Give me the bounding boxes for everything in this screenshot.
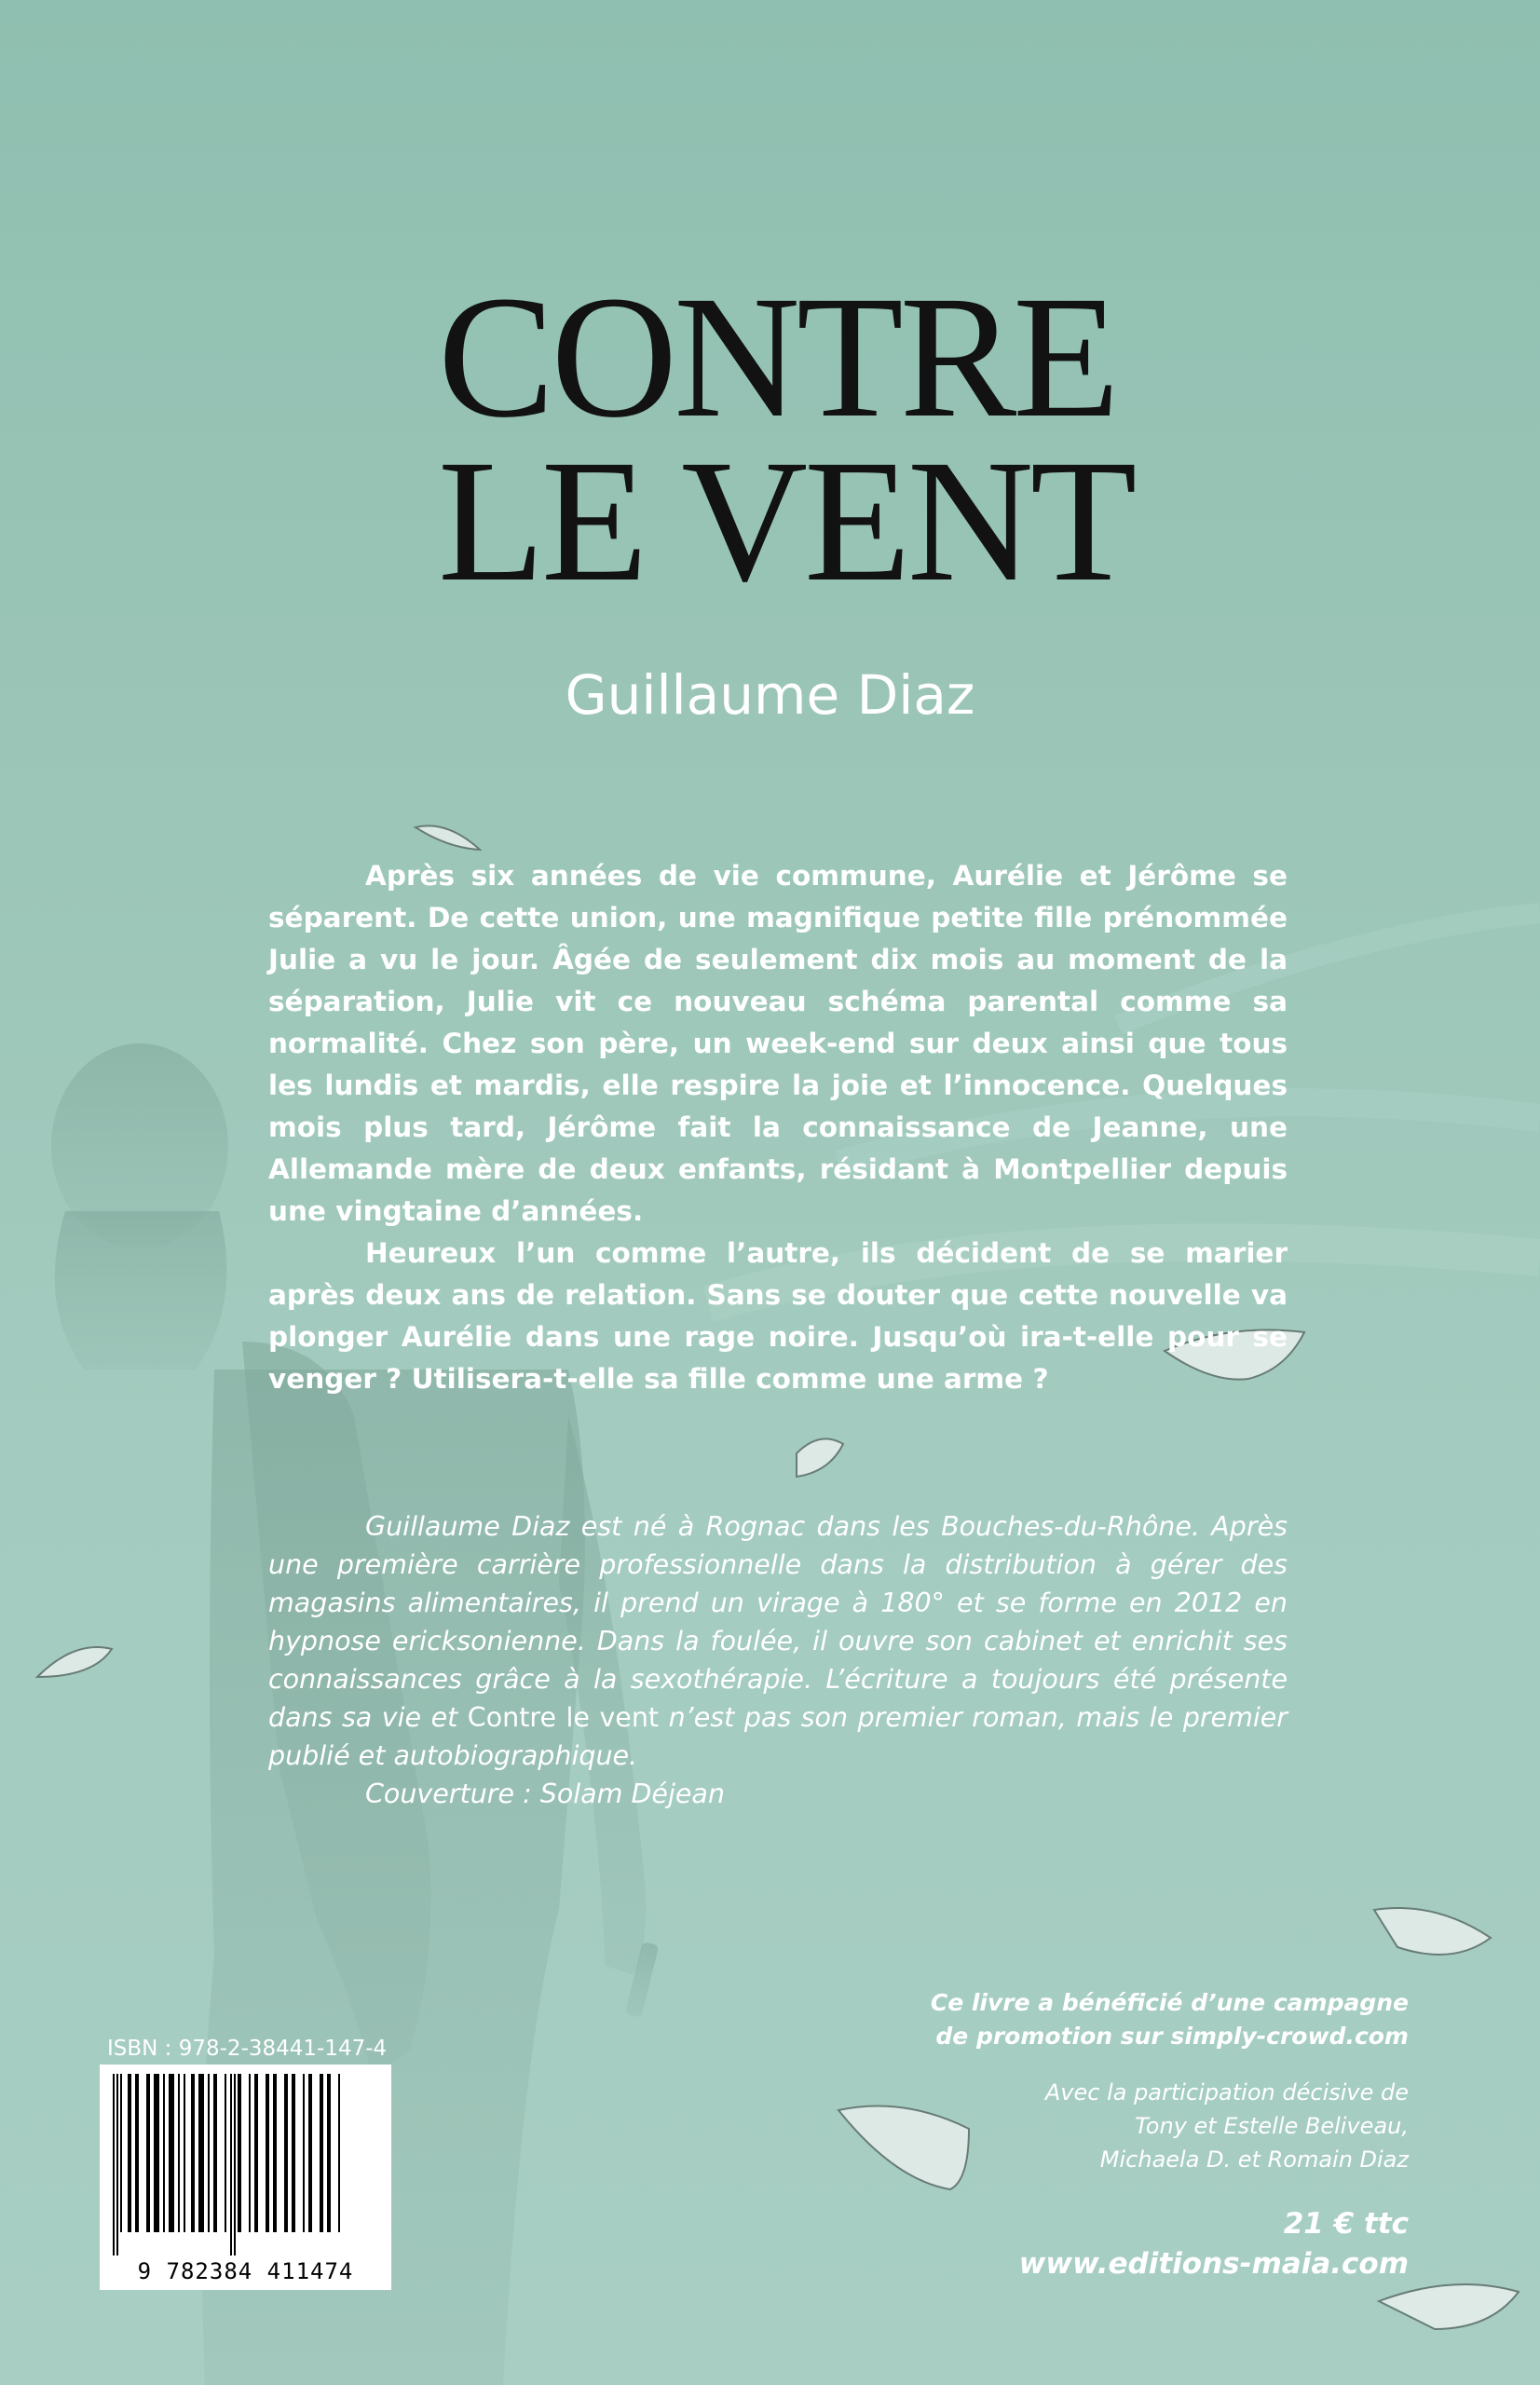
author-bio-paragraph: [268, 1507, 1288, 1775]
barcode-bar: [308, 2074, 312, 2232]
synopsis: [268, 855, 1288, 1400]
barcode-bar: [230, 2074, 232, 2256]
barcode-bar: [303, 2074, 305, 2232]
barcode-bar: [163, 2074, 165, 2232]
barcode-bar: [338, 2074, 340, 2232]
barcode-bar: [198, 2074, 204, 2232]
barcode-bar: [135, 2074, 139, 2232]
acknowledgements-line-1: Avec la participation décisive de: [1044, 2079, 1409, 2106]
title-line-2: LE VENT: [438, 423, 1134, 618]
bio-text-after: n’est pas son premier roman, mais le premier publié et autobiographique.: [268, 1702, 1288, 1771]
barcode-bar: [116, 2074, 118, 2256]
barcode-bars: [109, 2074, 382, 2256]
barcode-bar: [320, 2074, 323, 2232]
barcode-bar: [113, 2074, 115, 2256]
synopsis-paragraph-2: Heureux l’un comme l’autre, ils décident de se marier après deux ans de relation. Sans se douter que cette nouvelle va plonger Aurélie dans une rage noire. Jusqu’où ira-t-elle pour se venger ? Utilisera-t-elle sa fille comme une arme ?: [268, 1237, 1288, 1395]
barcode-digits: 9 782384 411474: [137, 2258, 354, 2284]
barcode-bar: [154, 2074, 159, 2232]
synopsis-paragraph-1: Après six années de vie commune, Aurélie et Jérôme se séparent. De cette union, une magnifique petite fille prénommée Julie a vu le jour. Âgée de seulement dix mois au moment de la séparation, Julie vit ce nouveau schéma parental comme sa normalité. Chez son père, un week-end sur deux ainsi que tous les lundis et mardis, elle respire la joie et l’innocence. Quelques mois plus tard, Jérôme fait la connaissance de Jeanne, une Allemande mère de deux enfants, résidant à Montpellier depuis une vingtaine d’années.: [268, 860, 1288, 1227]
barcode-bar: [208, 2074, 210, 2232]
barcode-bar: [327, 2074, 331, 2232]
barcode-bar: [292, 2074, 295, 2232]
barcode-bar: [120, 2074, 122, 2232]
acknowledgements: [812, 2076, 1409, 2176]
barcode-bar: [249, 2074, 251, 2232]
price: 21 € ttc: [1283, 2207, 1409, 2241]
barcode-bar: [169, 2074, 174, 2232]
barcode-bar: [273, 2074, 277, 2232]
promotion-line-2: de promotion sur simply-crowd.com: [935, 2023, 1409, 2050]
book-title: [438, 259, 1146, 618]
bio-title-reference: Contre le vent: [467, 1702, 660, 1733]
barcode-bar: [128, 2074, 131, 2232]
barcode-bar: [191, 2074, 195, 2232]
acknowledgements-line-3: Michaela D. et Romain Diaz: [1099, 2146, 1409, 2173]
barcode-bar: [146, 2074, 150, 2232]
isbn-label: ISBN : 978-2-38441-147-4: [107, 2037, 388, 2061]
bio-text-before: Guillaume Diaz est né à Rognac dans les Bouches-du-Rhône. Après une première carrière professionnelle dans la distribution à gérer des magasins alimentaires, il prend un virage à 180° et se forme en 2012 en hypnose ericksonienne. Dans la foulée, il ouvre son cabinet et enrichit ses connaissances grâce à la sexothérapie. L’écriture a toujours été présente dans sa vie et: [268, 1511, 1288, 1733]
barcode-bar: [284, 2074, 288, 2232]
publisher-website: www.editions-maia.com: [1018, 2247, 1409, 2281]
title-line-1: CONTRE: [438, 259, 1116, 454]
barcode-bar: [238, 2074, 241, 2232]
barcode-bar: [254, 2074, 258, 2232]
barcode-bar: [178, 2074, 180, 2232]
acknowledgements-line-2: Tony et Estelle Beliveau,: [1135, 2113, 1409, 2139]
barcode-bar: [266, 2074, 269, 2232]
barcode-bar: [213, 2074, 217, 2232]
barcode-bar: [184, 2074, 185, 2232]
promotion-notice: [812, 1986, 1409, 2053]
promotion-line-1: Ce livre a bénéficié d’une campagne: [930, 1989, 1409, 2016]
price-and-website: [812, 2204, 1409, 2284]
barcode-bar: [225, 2074, 226, 2232]
barcode: [100, 2065, 391, 2290]
author-name: Guillaume Diaz: [565, 663, 975, 727]
barcode-bar: [234, 2074, 236, 2256]
cover-credit: Couverture : Solam Déjean: [365, 1779, 725, 1809]
author-bio: [268, 1507, 1288, 1813]
